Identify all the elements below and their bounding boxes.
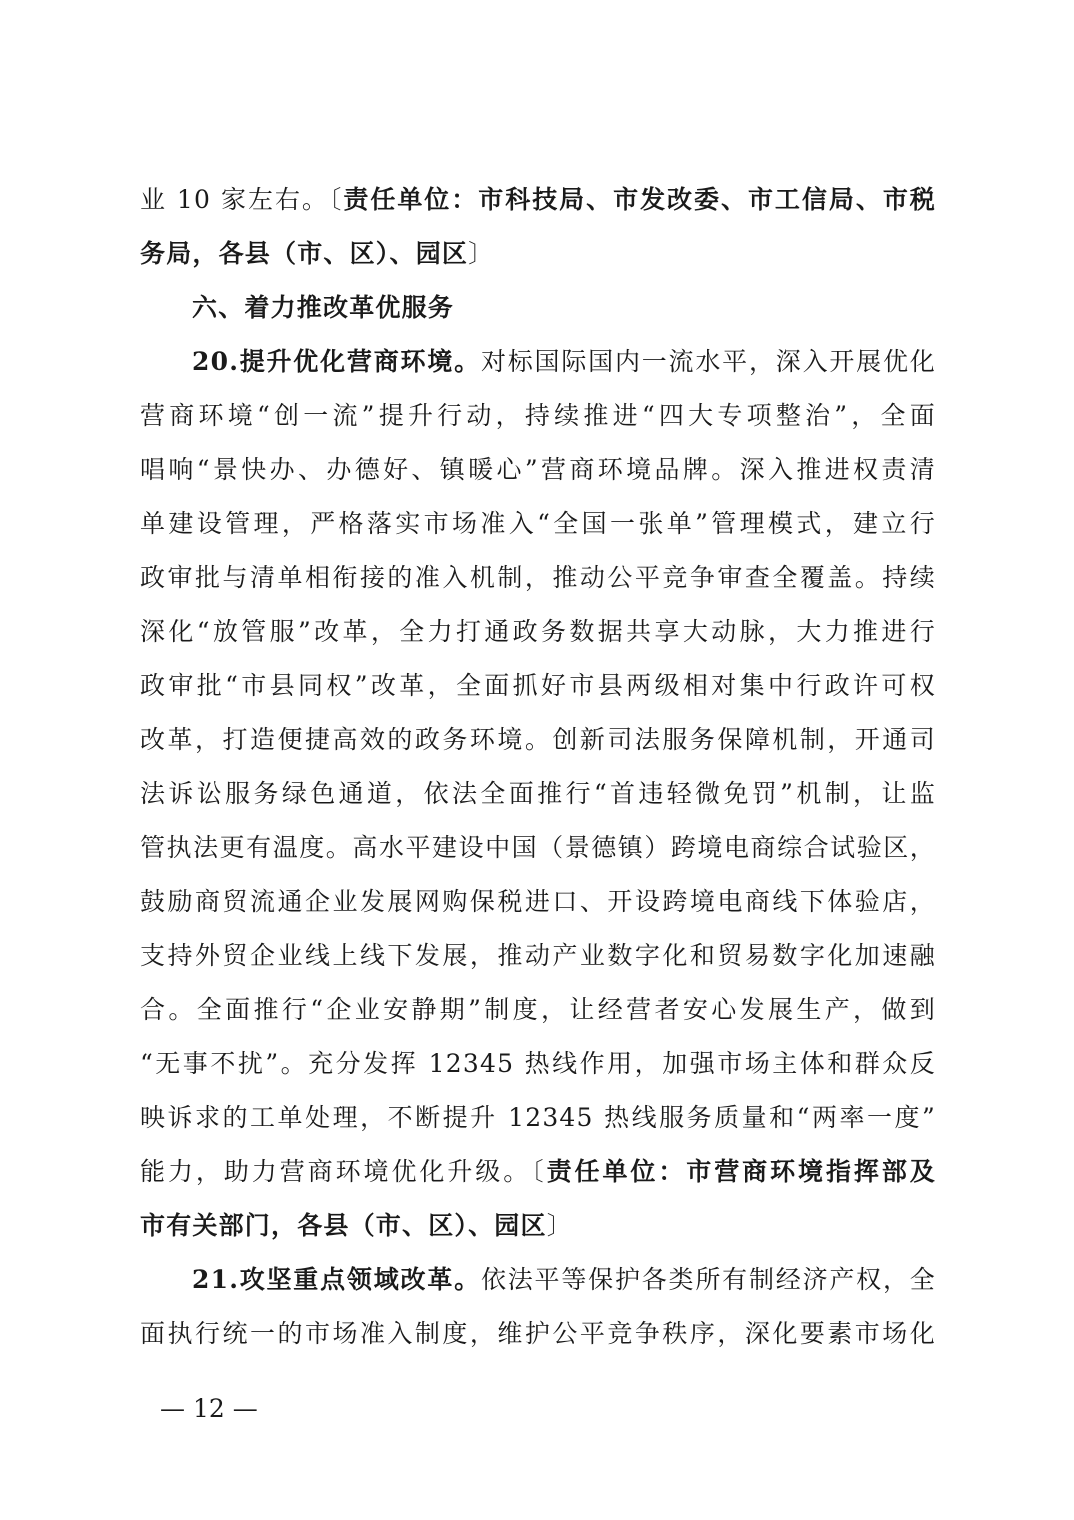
body-text: 〕 [468,239,495,268]
body-text-line [140,882,936,922]
body-text-line [140,180,936,220]
body-text: “无事不扰”。充分发挥 12345 热线作用，加强市场主体和群众反 [140,1049,936,1078]
body-text-line [140,504,936,544]
item-title: 21.攻坚重点领域改革。 [192,1265,481,1294]
body-text-line [140,720,936,760]
body-text: 唱响“景快办、办德好、镇暖心”营商环境品牌。深入推进权责清 [140,455,936,484]
body-text: 面执行统一的市场准入制度，维护公平竞争秩序，深化要素市场化 [140,1319,936,1348]
section-heading [192,288,936,328]
body-text: 深化“放管服”改革，全力打通政务数据共享大动脉，大力推进行 [140,617,936,646]
responsibility-note: 市有关部门，各县（市、区）、园区 [140,1211,547,1240]
responsibility-note: 责任单位：市科技局、市发改委、市工信局、市税 [343,185,936,214]
body-text-line [140,936,936,976]
body-text: 管执法更有温度。高水平建设中国（景德镇）跨境电商综合试验区， [140,833,936,862]
body-text: 对标国际国内一流水平，深入开展优化 [480,347,936,376]
responsibility-note: 责任单位：市营商环境指挥部及 [546,1157,936,1186]
body-text: 能力，助力营商环境优化升级。〔 [140,1157,547,1186]
body-text-line [140,1098,936,1138]
body-text-line [140,1314,936,1354]
body-text-line [140,1206,936,1246]
body-text: 依法平等保护各类所有制经济产权，全 [480,1265,936,1294]
paragraph-start-line [192,342,936,382]
body-text: 鼓励商贸流通企业发展网购保税进口、开设跨境电商线下体验店， [140,887,936,916]
body-text: 〕 [546,1211,573,1240]
body-text-line [140,990,936,1030]
responsibility-note: 务局，各县（市、区）、园区 [140,239,469,268]
body-text-line [140,666,936,706]
body-text-line [140,1152,936,1192]
body-text-line [140,774,936,814]
item-title: 20.提升优化营商环境。 [192,347,481,376]
body-text: 营商环境“创一流”提升行动，持续推进“四大专项整治”，全面 [140,401,936,430]
body-text: 合。全面推行“企业安静期”制度，让经营者安心发展生产，做到 [140,995,936,1024]
paragraph-start-line [192,1260,936,1300]
body-text-line [140,558,936,598]
body-text-line [140,828,936,868]
section-heading-text: 六、着力推改革优服务 [192,293,455,322]
body-text: 支持外贸企业线上线下发展，推动产业数字化和贸易数字化加速融 [140,941,936,970]
body-text-line [140,450,936,490]
body-text: 改革，打造便捷高效的政务环境。创新司法服务保障机制，开通司 [140,725,936,754]
body-text-line [140,396,936,436]
body-text-line [140,1044,936,1084]
body-text: 映诉求的工单处理，不断提升 12345 热线服务质量和“两率一度” [140,1103,936,1132]
page-number: — 12 — [160,1394,258,1423]
body-text: 法诉讼服务绿色通道，依法全面推行“首违轻微免罚”机制，让监 [140,779,936,808]
body-text-line [140,234,936,274]
body-text: 政审批与清单相衔接的准入机制，推动公平竞争审查全覆盖。持续 [140,563,936,592]
body-text: 业 10 家左右。〔 [140,185,344,214]
body-text: 单建设管理，严格落实市场准入“全国一张单”管理模式，建立行 [140,509,936,538]
body-text-line [140,612,936,652]
body-text: 政审批“市县同权”改革，全面抓好市县两级相对集中行政许可权 [140,671,936,700]
